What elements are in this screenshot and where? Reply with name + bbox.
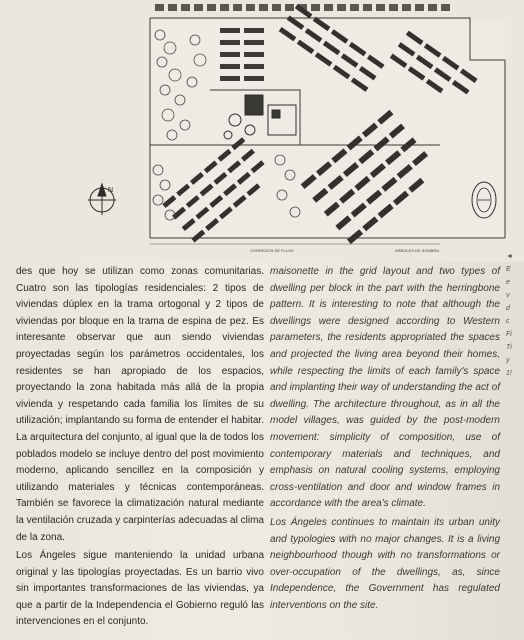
spanish-paragraph: des que hoy se utilizan como zonas comunitarias. Cuatro son las tipologías residenciales: 2 tipos de viviendas dúplex en la trama ortogonal y 2 tipos de viviendas por bloque en la trama de espina de pez. Es interesante observar que aun siendo viviendas proyectadas según los parámetros occidentales, los residentes se han apropiado de los espacios, proyectando la zona habitada más allá de la propia vivienda y respetando cada familia los límites de su utilización; implantando su forma de entender el habitar. La arquitectura del conjunto, al igual que la de todos los poblados modelo se incluye dentro del post movimiento moderno, aplicando sencillez en la composición y utilizando materiales y técnicas contemporáneas. También se favorece la climatización natural mediante la ventilación cruzada y carpinterías adecuadas al clima de la zona. [16,266,264,543]
site-plan-drawing [0,0,524,262]
caption-fragment: e [506,279,510,286]
caption-fragment: Fi [506,331,512,338]
caption-fragment: v [506,292,510,299]
spanish-paragraph: Los Ángeles sigue manteniendo la unidad urbana original y las tipologías proyectadas. Es un barrio vivo sin importantes transformaciones de las viviendas, ya que a partir de la Independencia el Gobierno reguló las intervenciones en el conjunto. [16,550,264,628]
caption-fragment: E [506,266,511,273]
caption-arrow-icon: ◄ [506,253,513,260]
caption-fragment: 1! [506,370,512,377]
caption-fragment: y [506,357,510,364]
english-paragraph: Los Ángeles continues to maintain its urban unity and typologies with no major changes. It is a living neighbourhood though with no transformations or over-occupation of the dwellings, as, since Independence, the Government has regulated interventions on the site. [270,516,500,611]
english-paragraph: maisonette in the grid layout and two types of dwelling per block in the part with the herringbone pattern. It is interesting to note that although the dwellings were designed according to Western parameters, the residents appropriated the spaces and projected the living area beyond their homes, while respecting the limits of each family's space and implanting their way of understanding the act of dwelling. The architecture throughout, as in all the model villages, was guided by the post-modern movement: simplicity of composition, use of contemporary materials and techniques, and emphasis on natural cooling systems, employing cross-ventilation and door and window frames in accordance with the area's climate. [270,266,500,510]
north-letter: N [108,187,114,194]
figure-caption-edge [506,250,524,380]
english-text-column [270,264,500,615]
caption-fragment: Ti [506,344,512,351]
plan-label-right: ARBOLES DE SOMBRA [395,248,440,253]
caption-fragment: d [506,305,510,312]
spanish-text-column [16,264,264,632]
caption-fragment: c [506,318,510,325]
plan-label-left: CORREDOR DE FLUJO [250,248,294,253]
